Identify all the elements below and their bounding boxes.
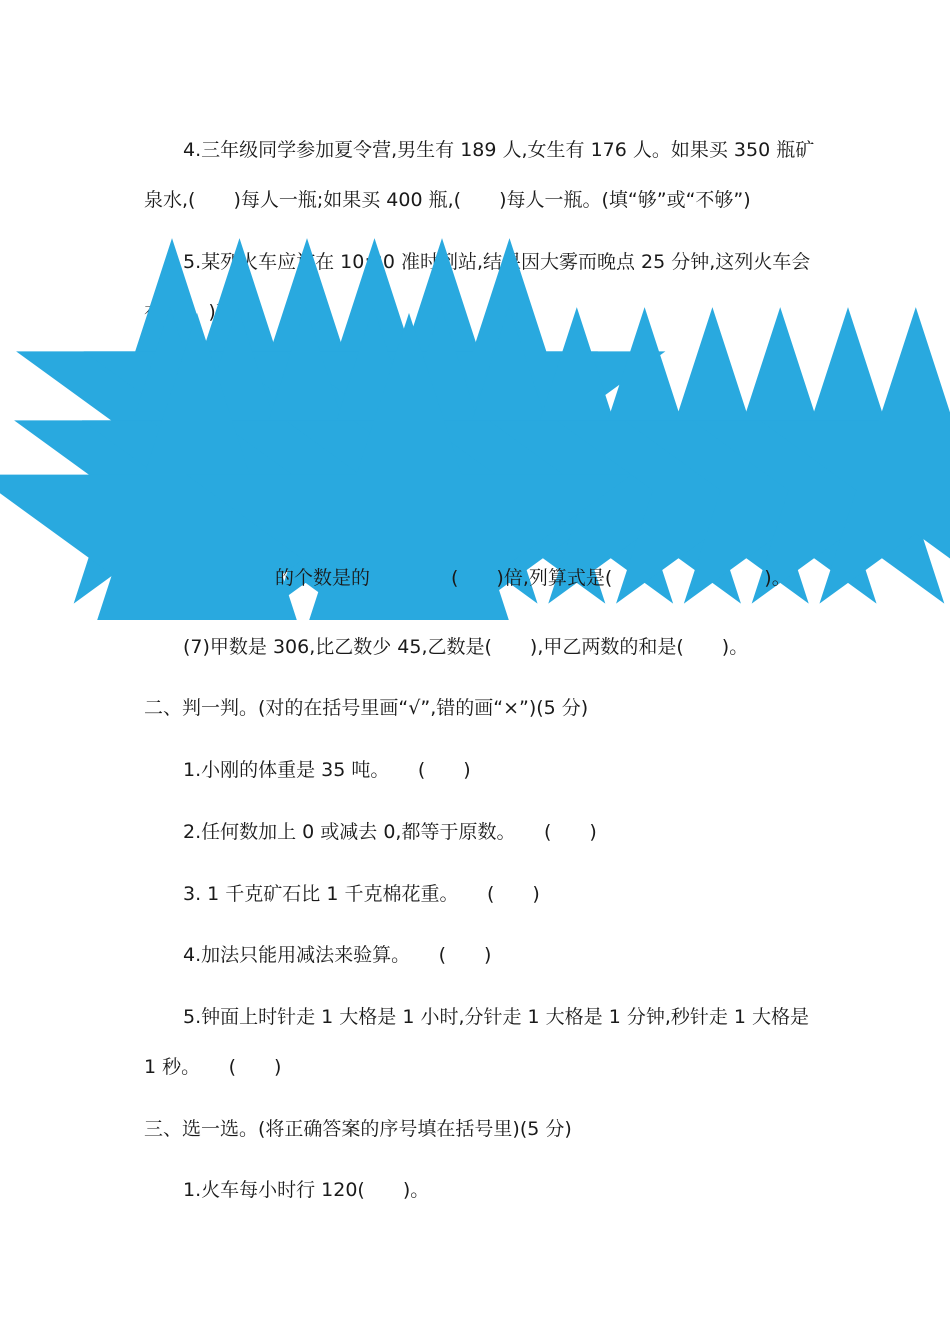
filled-star-icon xyxy=(889,443,942,494)
big-filled-star xyxy=(159,507,235,579)
judge-1: 1.小刚的体重是 35 吨。 ( ) xyxy=(183,759,471,781)
judge-3: 3. 1 千克矿石比 1 千克棉花重。 ( ) xyxy=(183,883,540,905)
hollow-star-icon xyxy=(371,507,447,579)
q4-line-1: 4.三年级同学参加夏令营,男生有 189 人,女生有 176 人。如果买 350 瓶矿 xyxy=(183,139,815,161)
judge-5-line-2: 1 秒。 ( ) xyxy=(144,1056,282,1078)
judge-4: 4.加法只能用减法来验算。 ( ) xyxy=(183,944,492,966)
star-figure xyxy=(0,0,950,620)
judge-2: 2.任何数加上 0 或减去 0,都等于原数。 ( ) xyxy=(183,821,597,843)
judge-5-line-1: 5.钟面上时针走 1 大格是 1 小时,分针走 1 大格是 1 分钟,秒针走 1 大格是 xyxy=(183,1006,810,1028)
filled-star-icon xyxy=(159,507,235,579)
q6-text-part-2: ( )倍,列算式是( )。 xyxy=(451,567,791,589)
q5-line-2: 在( )到站。 xyxy=(144,301,273,323)
section-3-heading: 三、选一选。(将正确答案的序号填在括号里)(5 分) xyxy=(144,1118,572,1140)
q4-line-2: 泉水,( )每人一瓶;如果买 400 瓶,( )每人一瓶。(填“够”或“不够”) xyxy=(144,189,751,211)
q7-line: (7)甲数是 306,比乙数少 45,乙数是( ),甲乙两数的和是( )。 xyxy=(183,636,749,658)
choose-1: 1.火车每小时行 120( )。 xyxy=(183,1179,430,1201)
q5-line-1: 5.某列火车应该在 10:30 准时到站,结果因大雾而晚点 25 分钟,这列火车会 xyxy=(183,251,811,273)
big-hollow-star xyxy=(371,507,447,579)
q6-text-part-1: 的个数是的 xyxy=(275,567,371,589)
section-2-heading: 二、判一判。(对的在括号里画“√”,错的画“×”)(5 分) xyxy=(144,697,589,719)
